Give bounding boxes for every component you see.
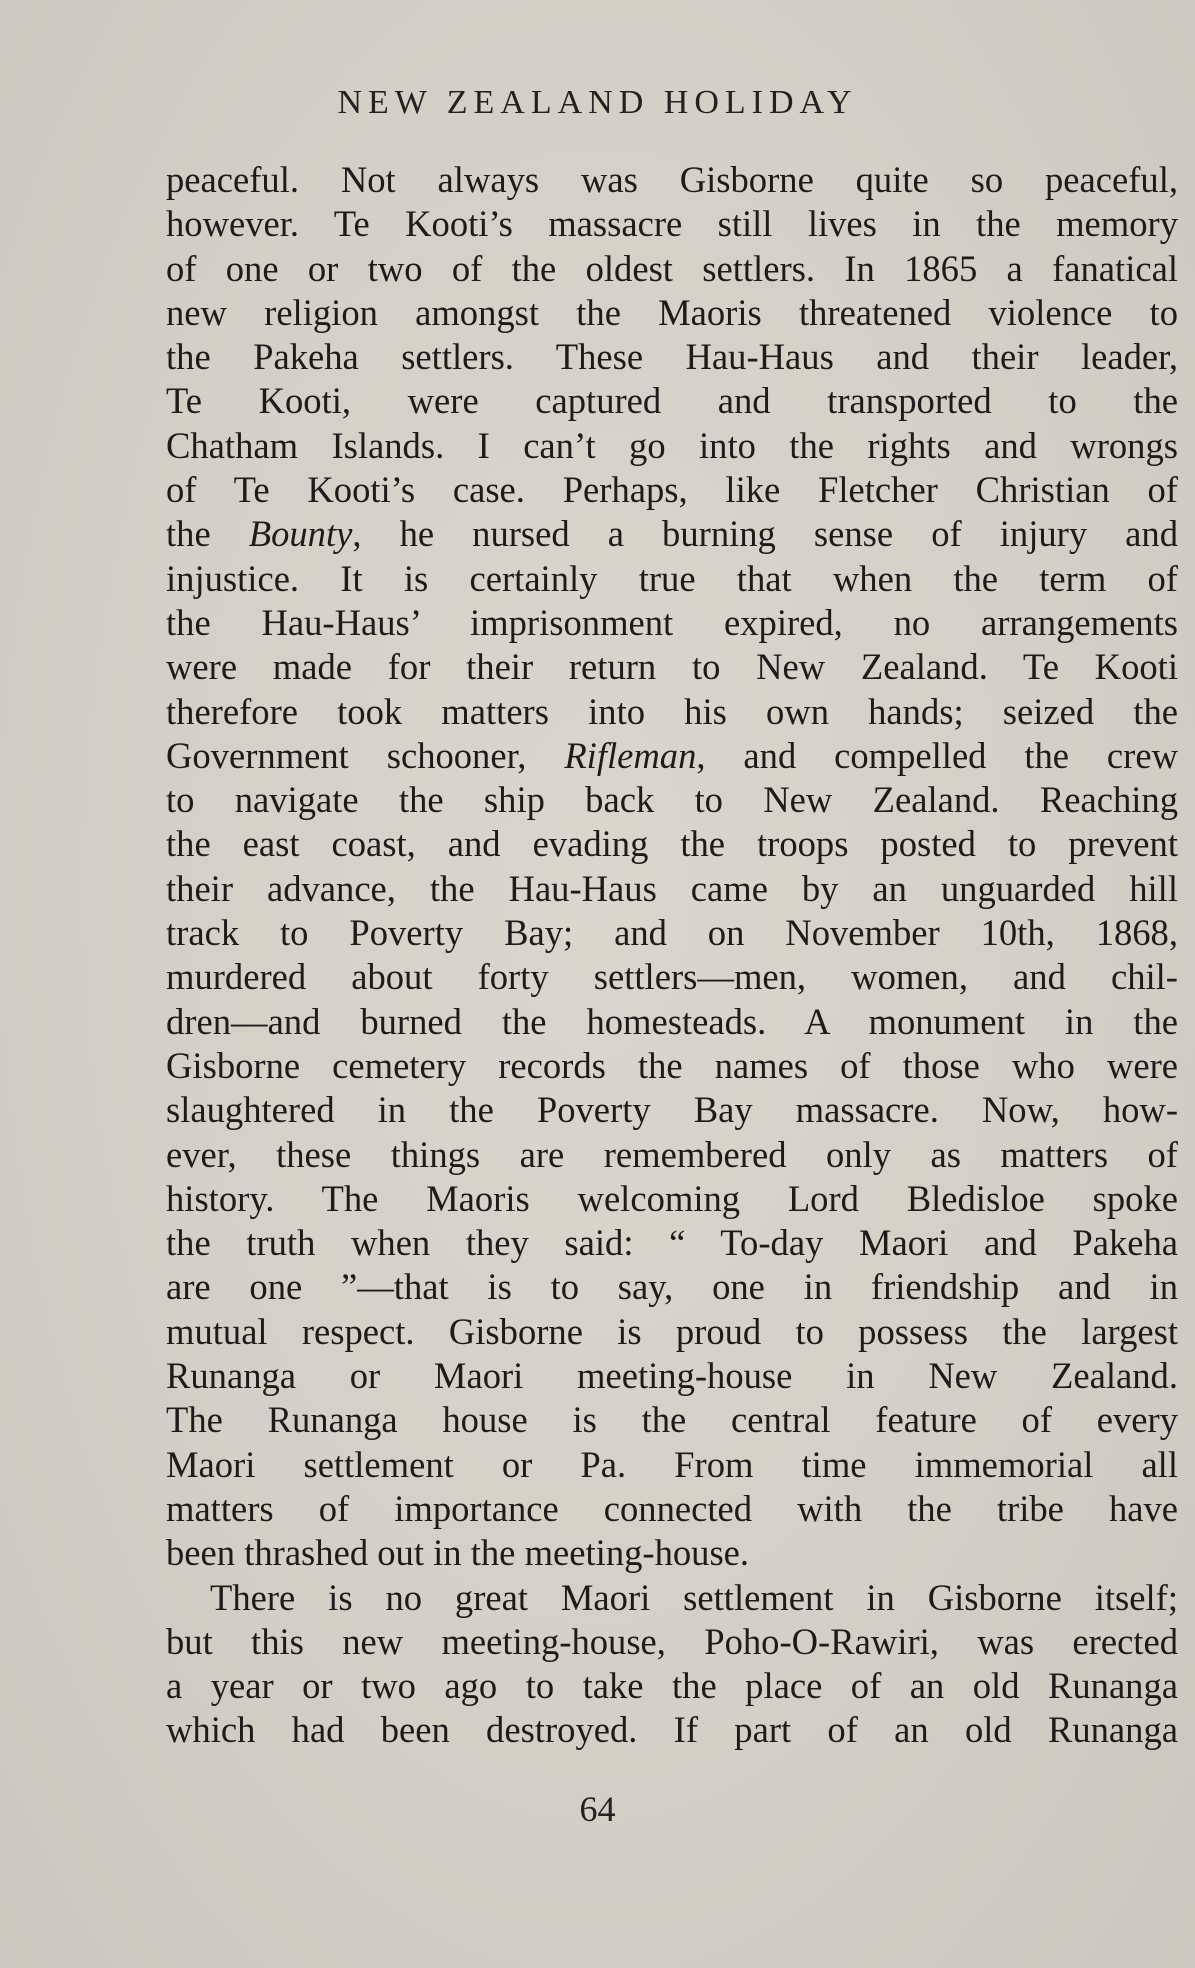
text-line: There is no great Maori settlement in Gisborne itself; <box>210 1576 1178 1618</box>
text-line: the truth when they said: “ To-day Maori and Pakeha <box>166 1222 1178 1264</box>
text-line: ever, these things are remembered only as matters of <box>166 1133 1178 1175</box>
text-line: Maori settlement or Pa. From time immemorial all <box>166 1443 1178 1485</box>
text-line: history. The Maoris welcoming Lord Bledisloe spoke <box>166 1177 1178 1219</box>
text-line: injustice. It is certainly true that when the term of <box>166 557 1178 599</box>
ship-name: Rifleman <box>564 734 697 776</box>
running-header: NEW ZEALAND HOLIDAY <box>337 84 858 121</box>
page-number: 64 <box>579 1789 616 1829</box>
text-line: a year or two ago to take the place of an old Runanga <box>166 1665 1178 1707</box>
text-line: of Te Kooti’s case. Perhaps, like Fletcher Christian of <box>166 469 1178 511</box>
text-line: their advance, the Hau-Haus came by an unguarded hill <box>166 867 1178 909</box>
paragraph <box>166 1576 1178 1753</box>
text-line: which had been destroyed. If part of an old Runanga <box>166 1709 1178 1751</box>
text-line: murdered about forty settlers—men, women, and chil- <box>166 956 1178 998</box>
text-line: matters of importance connected with the tribe have <box>166 1487 1178 1529</box>
text-line: therefore took matters into his own hands; seized the <box>166 690 1178 732</box>
text-line: Runanga or Maori meeting-house in New Zealand. <box>166 1355 1178 1397</box>
text-line: Government schooner, Rifleman, and compelled the crew <box>166 734 1178 776</box>
text-line: peaceful. Not always was Gisborne quite so peaceful, <box>166 159 1178 200</box>
text-line: Te Kooti, were captured and transported to the <box>166 380 1178 422</box>
text-line: the east coast, and evading the troops posted to prevent <box>166 823 1178 865</box>
body-text <box>166 158 1178 1753</box>
text-line: were made for their return to New Zealand. Te Kooti <box>166 646 1178 688</box>
text-line: The Runanga house is the central feature of every <box>166 1399 1178 1441</box>
text-line: Gisborne cemetery records the names of those who were <box>166 1044 1178 1086</box>
text-line: but this new meeting-house, Poho-O-Rawiri, was erected <box>166 1620 1178 1662</box>
text-line: to navigate the ship back to New Zealand. Reaching <box>166 779 1178 821</box>
paragraph <box>166 158 1178 1576</box>
text-line: are one ”—that is to say, one in friendship and in <box>166 1266 1178 1308</box>
text-line: the Pakeha settlers. These Hau-Haus and their leader, <box>166 336 1178 378</box>
text-line: the Hau-Haus’ imprisonment expired, no arrangements <box>166 601 1178 643</box>
ship-name: Bounty <box>248 513 353 555</box>
text-line: the Bounty, he nursed a burning sense of injury and <box>166 513 1178 555</box>
text-line: dren—and burned the homesteads. A monument in the <box>166 1000 1178 1042</box>
text-line: new religion amongst the Maoris threatened violence to <box>166 291 1178 333</box>
text-line: of one or two of the oldest settlers. In 1865 a fanatical <box>166 247 1178 289</box>
text-line: however. Te Kooti’s massacre still lives in the memory <box>166 203 1178 245</box>
text-line: been thrashed out in the meeting-house. <box>166 1532 750 1574</box>
text-line: slaughtered in the Poverty Bay massacre. Now, how- <box>166 1089 1178 1131</box>
text-line: mutual respect. Gisborne is proud to possess the largest <box>166 1310 1178 1352</box>
text-line: track to Poverty Bay; and on November 10th, 1868, <box>166 912 1178 954</box>
text-line: Chatham Islands. I can’t go into the rights and wrongs <box>166 424 1178 466</box>
